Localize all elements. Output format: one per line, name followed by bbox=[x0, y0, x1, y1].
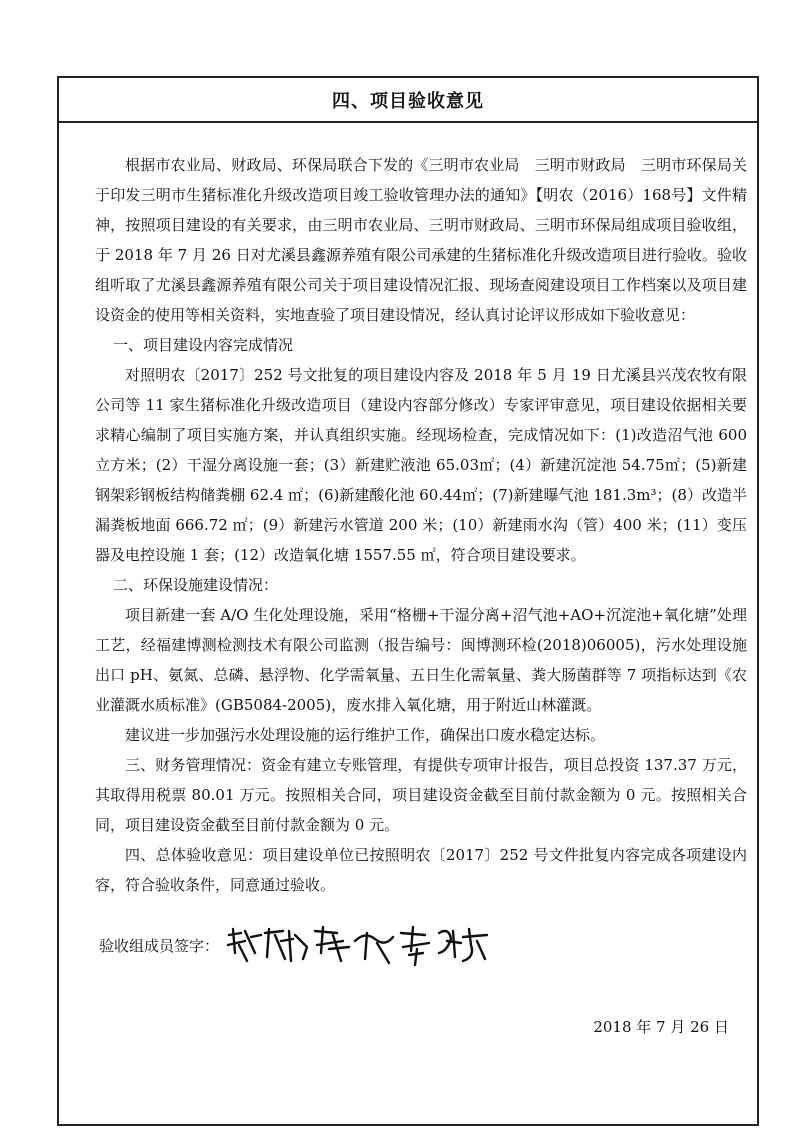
paragraph: 对照明农〔2017〕252 号文批复的项目建设内容及 2018 年 5 月 19 日尤溪县兴茂农牧有限公司等 11 家生猪标准化升级改造项目（建设内容部分修改）专家评审意见，项目建设依据相关要求精心编制了项目实施方案，并认真组织实施。经现场检查，完成情况如下：(1)改造沼气池 600 立方米；(2）干湿分离设施一套；(3）新建贮液池 65.03㎡；(4）新建沉淀池 54.75㎡；(5)新建钢架彩钢板结构储粪棚 62.4 ㎡；(6)新建酸化池 60.44㎡；(7)新建曝气池 181.3m³；(8）改造半漏粪板地面 666.72 ㎡；(9）新建污水管道 200 米；(10）新建雨水沟（管）400 米；(11）变压器及电控设施 1 套；(12）改造氧化塘 1557.55 ㎡，符合项目建设要求。 bbox=[95, 366, 747, 564]
signature-label: 验收组成员签字： bbox=[99, 936, 220, 955]
handwritten-signatures bbox=[225, 923, 495, 967]
paragraph: 项目新建一套 A/O 生化处理设施，采用“格栅+干湿分离+沼气池+AO+沉淀池+氧化塘”处理工艺，经福建博测检测技术有限公司监测（报告编号：闽博测环检(2018)06005)，污水处理设施出口 pH、氨氮、总磷、悬浮物、化学需氧量、五日生化需氧量、粪大肠菌群等 7 项指标达到《农业灌溉水质标准》(GB5084-2005)，废水排入氧化塘，用于附近山林灌溉。 bbox=[95, 606, 747, 714]
date: 2018 年 7 月 26 日 bbox=[593, 1018, 729, 1036]
paragraph: 建议进一步加强污水处理设施的运行维护工作，确保出口废水稳定达标。 bbox=[125, 726, 606, 744]
section-title: 四、项目验收意见 bbox=[332, 90, 484, 112]
opinion-body bbox=[95, 150, 747, 900]
title-row bbox=[59, 78, 757, 123]
section-heading: 一、项目建设内容完成情况 bbox=[113, 336, 294, 354]
paragraph: 四、总体验收意见：项目建设单位已按照明农〔2017〕252 号文件批复内容完成各项建设内容，符合验收条件，同意通过验收。 bbox=[95, 846, 747, 894]
paragraph: 三、财务管理情况：资金有建立专账管理，有提供专项审计报告，项目总投资 137.37 万元，其取得用税票 80.01 万元。按照相关合同，项目建设资金截至目前付款金额为 0 元。按照相关合同，项目建设资金截至目前付款金额为 0 元。 bbox=[95, 756, 747, 834]
section-heading: 二、环保设施建设情况： bbox=[113, 576, 279, 594]
form-frame bbox=[57, 76, 759, 1126]
paragraph: 根据市农业局、财政局、环保局联合下发的《三明市农业局 三明市财政局 三明市环保局关于印发三明市生猪标准化升级改造项目竣工验收管理办法的通知》【明农（2016）168号】文件精神，按照项目建设的有关要求，由三明市农业局、三明市财政局、三明市环保局组成项目验收组，于 2018 年 7 月 26 日对尤溪县鑫源养殖有限公司承建的生猪标准化升级改造项目进行验收。验收组听取了尤溪县鑫源养殖有限公司关于项目建设情况汇报、现场查阅建设项目工作档案以及项目建设资金的使用等相关资料，实地查验了项目建设情况，经认真讨论评议形成如下验收意见： bbox=[95, 156, 747, 324]
signature-row bbox=[99, 925, 495, 965]
